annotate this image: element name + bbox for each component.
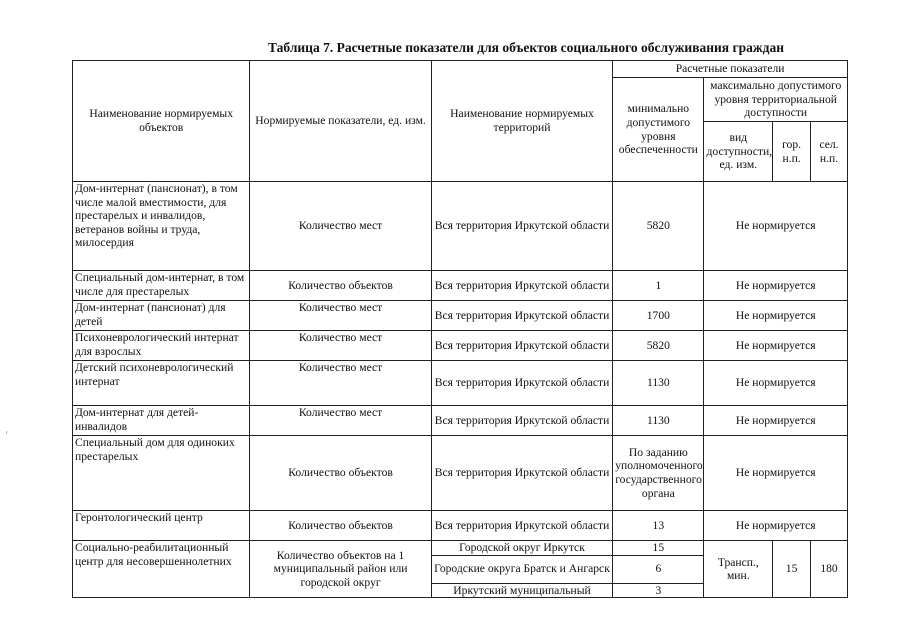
access-value: Не нормируется — [704, 436, 848, 511]
indicator: Количество мест — [250, 361, 431, 406]
header-max-group: максимально допустимого уровня территориальной доступности — [704, 78, 848, 122]
access-value: Не нормируется — [704, 331, 848, 361]
table-row — [73, 541, 848, 556]
territory: Иркутский муниципальный — [431, 583, 612, 598]
indicator: Количество мест — [250, 182, 431, 271]
territory: Вся территория Иркутской области — [431, 436, 612, 511]
table-row — [73, 331, 848, 361]
scan-mark: ' — [6, 430, 8, 440]
territory: Городские округа Братск и Ангарск — [431, 555, 612, 583]
territory: Вся территория Иркутской области — [431, 271, 612, 301]
access-value: Не нормируется — [704, 182, 848, 271]
indicator: Количество мест — [250, 406, 431, 436]
min-level-value: 6 — [613, 555, 704, 583]
header-indicators: Нормируемые показатели, ед. изм. — [250, 61, 431, 182]
indicator: Количество мест — [250, 301, 431, 331]
access-value: Не нормируется — [704, 406, 848, 436]
table-row — [73, 511, 848, 541]
min-level-value: 3 — [613, 583, 704, 598]
min-level-value: 1700 — [613, 301, 704, 331]
social-services-table — [72, 60, 848, 598]
header-calc-group: Расчетные показатели — [613, 61, 848, 78]
object-name: Специальный дом-интернат, в том числе для престарелых — [73, 271, 250, 301]
table-row — [73, 436, 848, 511]
urban-value: 15 — [773, 541, 811, 598]
access-value: Не нормируется — [704, 271, 848, 301]
access-value: Не нормируется — [704, 361, 848, 406]
table-row — [73, 301, 848, 331]
indicator: Количество объектов на 1 муниципальный район или городской округ — [250, 541, 431, 598]
object-name: Детский психоневрологический интернат — [73, 361, 250, 406]
header-rural: сел. н.п. — [811, 122, 848, 182]
indicator: Количество объектов — [250, 436, 431, 511]
territory: Вся территория Иркутской области — [431, 361, 612, 406]
object-name: Социально-реабилитационный центр для несовершеннолетних — [73, 541, 250, 598]
header-access-type: вид доступности, ед. изм. — [704, 122, 773, 182]
object-name: Психоневрологический интернат для взрослых — [73, 331, 250, 361]
header-territory: Наименование нормируемых территорий — [431, 61, 612, 182]
territory: Вся территория Иркутской области — [431, 406, 612, 436]
object-name: Дом-интернат (пансионат) для детей — [73, 301, 250, 331]
table-title: Таблица 7. Расчетные показатели для объектов социального обслуживания граждан — [268, 40, 785, 55]
territory: Городской округ Иркутск — [431, 541, 612, 556]
header-objects: Наименование нормируемых объектов — [73, 61, 250, 182]
table-row — [73, 406, 848, 436]
table-row — [73, 361, 848, 406]
min-level-value: 13 — [613, 511, 704, 541]
object-name: Геронтологический центр — [73, 511, 250, 541]
territory: Вся территория Иркутской области — [431, 301, 612, 331]
min-level-value: 1 — [613, 271, 704, 301]
indicator: Количество объектов — [250, 511, 431, 541]
min-level-value: 1130 — [613, 361, 704, 406]
territory: Вся территория Иркутской области — [431, 511, 612, 541]
territory: Вся территория Иркутской области — [431, 331, 612, 361]
table-row — [73, 271, 848, 301]
rural-value: 180 — [811, 541, 848, 598]
access-value: Не нормируется — [704, 301, 848, 331]
territory: Вся территория Иркутской области — [431, 182, 612, 271]
min-level-value: По заданию уполномоченного государственного органа — [613, 436, 704, 511]
table-row — [73, 182, 848, 271]
access-type-value: Трансп., мин. — [704, 541, 773, 598]
indicator: Количество мест — [250, 331, 431, 361]
object-name: Специальный дом для одиноких престарелых — [73, 436, 250, 511]
access-value: Не нормируется — [704, 511, 848, 541]
object-name: Дом-интернат (пансионат), в том числе малой вместимости, для престарелых и инвалидов, ветеранов войны и труда, милосердия — [73, 182, 250, 271]
header-min-level: минимально допустимого уровня обеспеченности — [613, 78, 704, 182]
object-name: Дом-интернат для детей-инвалидов — [73, 406, 250, 436]
header-urban: гор. н.п. — [773, 122, 811, 182]
min-level-value: 5820 — [613, 182, 704, 271]
indicator: Количество объектов — [250, 271, 431, 301]
min-level-value: 15 — [613, 541, 704, 556]
min-level-value: 5820 — [613, 331, 704, 361]
min-level-value: 1130 — [613, 406, 704, 436]
